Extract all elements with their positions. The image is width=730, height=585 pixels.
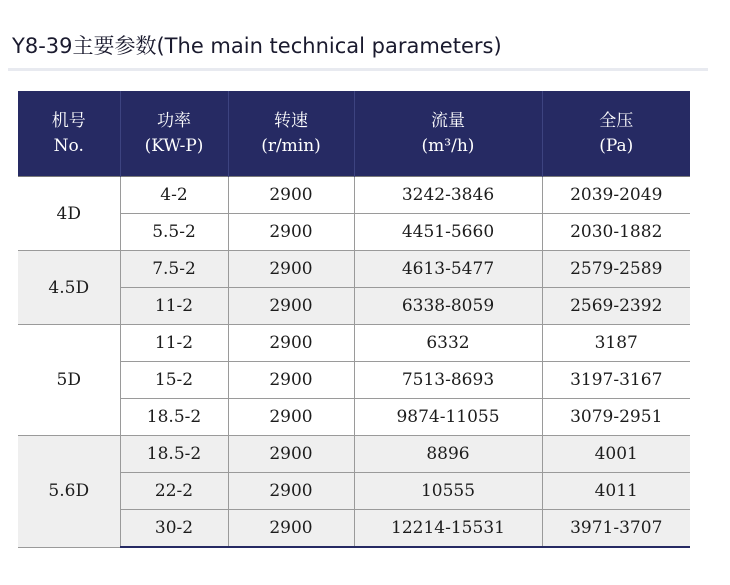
header-pressure [542, 91, 690, 177]
flow-cell: 4451-5660 [354, 214, 542, 251]
flow-cell: 10555 [354, 473, 542, 510]
header-model-en: No. [53, 135, 84, 156]
speed-cell: 2900 [228, 251, 354, 288]
header-model [18, 91, 120, 177]
speed-cell: 2900 [228, 288, 354, 325]
model-cell: 4D [18, 177, 120, 251]
header-flow-cn: 流量 [431, 110, 465, 131]
flow-cell: 8896 [354, 436, 542, 473]
header-power [120, 91, 228, 177]
table-row [18, 436, 690, 473]
title-divider [8, 68, 708, 71]
pressure-cell: 4011 [542, 473, 690, 510]
power-cell: 11-2 [120, 288, 228, 325]
speed-cell: 2900 [228, 473, 354, 510]
speed-cell: 2900 [228, 436, 354, 473]
pressure-cell: 2030-1882 [542, 214, 690, 251]
model-cell: 4.5D [18, 251, 120, 325]
speed-cell: 2900 [228, 399, 354, 436]
header-power-en: (KW-P) [144, 135, 204, 156]
flow-cell: 9874-11055 [354, 399, 542, 436]
parameters-table [18, 91, 690, 548]
power-cell: 11-2 [120, 325, 228, 362]
speed-cell: 2900 [228, 362, 354, 399]
pressure-cell: 2579-2589 [542, 251, 690, 288]
page-title: Y8-39主要参数(The main technical parameters) [12, 34, 502, 58]
flow-cell: 4613-5477 [354, 251, 542, 288]
group-5d [18, 325, 690, 436]
pressure-cell: 2039-2049 [542, 177, 690, 214]
pressure-cell: 3187 [542, 325, 690, 362]
group-4d [18, 177, 690, 251]
speed-cell: 2900 [228, 214, 354, 251]
pressure-cell: 3079-2951 [542, 399, 690, 436]
pressure-cell: 2569-2392 [542, 288, 690, 325]
power-cell: 18.5-2 [120, 399, 228, 436]
speed-cell: 2900 [228, 325, 354, 362]
header-speed [228, 91, 354, 177]
header-speed-en: (r/min) [261, 135, 321, 156]
power-cell: 7.5-2 [120, 251, 228, 288]
speed-cell: 2900 [228, 510, 354, 548]
flow-cell: 6338-8059 [354, 288, 542, 325]
group-5-6d [18, 436, 690, 548]
header-pressure-en: (Pa) [599, 135, 634, 156]
pressure-cell: 3971-3707 [542, 510, 690, 548]
header-speed-cn: 转速 [274, 110, 308, 131]
header-model-cn: 机号 [51, 110, 86, 131]
header-flow-en: (m³/h) [421, 135, 475, 156]
header-power-cn: 功率 [157, 110, 191, 131]
table-header-row [18, 91, 690, 177]
header-flow [354, 91, 542, 177]
group-4-5d [18, 251, 690, 325]
model-cell: 5.6D [18, 436, 120, 548]
power-cell: 18.5-2 [120, 436, 228, 473]
power-cell: 15-2 [120, 362, 228, 399]
model-cell: 5D [18, 325, 120, 436]
pressure-cell: 3197-3167 [542, 362, 690, 399]
flow-cell: 6332 [354, 325, 542, 362]
flow-cell: 3242-3846 [354, 177, 542, 214]
table-row [18, 325, 690, 362]
pressure-cell: 4001 [542, 436, 690, 473]
flow-cell: 7513-8693 [354, 362, 542, 399]
power-cell: 30-2 [120, 510, 228, 548]
flow-cell: 12214-15531 [354, 510, 542, 548]
power-cell: 5.5-2 [120, 214, 228, 251]
table-row [18, 251, 690, 288]
header-pressure-cn: 全压 [599, 110, 634, 131]
table-row [18, 177, 690, 214]
power-cell: 4-2 [120, 177, 228, 214]
power-cell: 22-2 [120, 473, 228, 510]
speed-cell: 2900 [228, 177, 354, 214]
